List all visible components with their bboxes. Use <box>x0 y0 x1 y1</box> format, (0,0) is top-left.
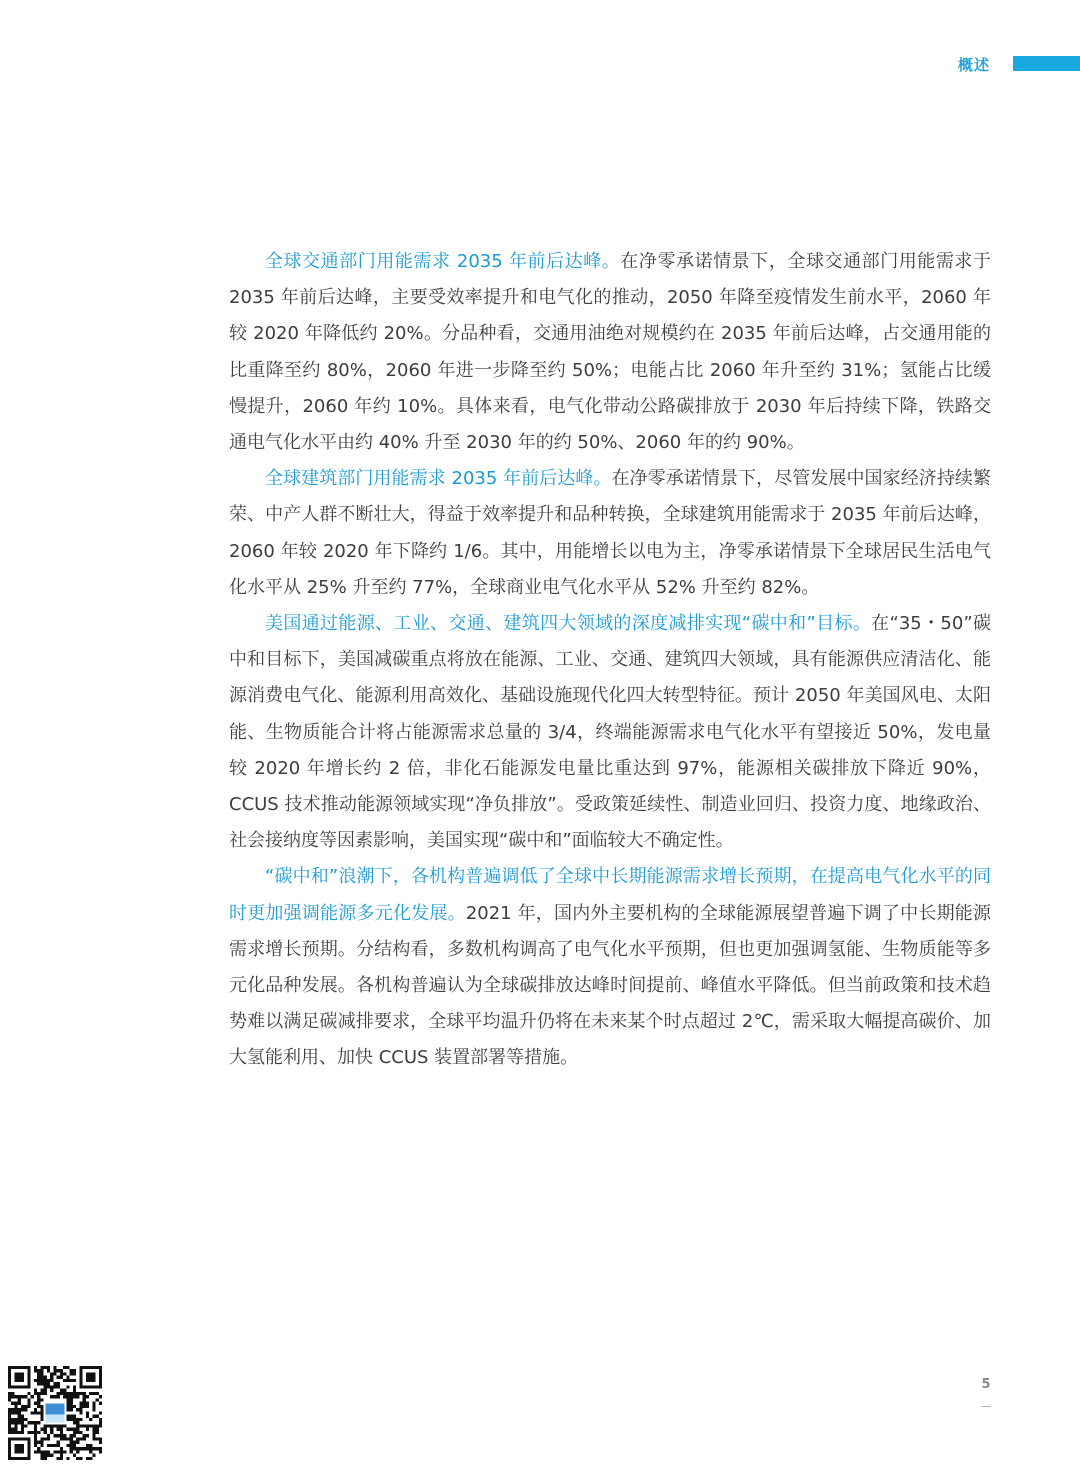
paragraph-transport <box>229 244 991 461</box>
paragraph-usa <box>229 606 991 859</box>
section-accent-bar <box>1013 56 1080 71</box>
paragraph-heading: 美国通过能源、工业、交通、建筑四大领域的深度减排实现“碳中和”目标。 <box>265 613 872 635</box>
page-number-tick <box>981 1406 991 1407</box>
paragraph-institutions <box>229 859 991 1076</box>
section-label: 概述 <box>957 56 990 74</box>
paragraph-body: 2021 年，国内外主要机构的全球能源展望普遍下调了中长期能源需求增长预期。分结构看，多数机构调高了电气化水平预期，但也更加强调氢能、生物质能等多元化品种发展。各机构普遍认为全球碳排放达峰时间提前、峰值水平降低。但当前政策和技术趋势难以满足碳减排要求，全球平均温升仍将在未来某个时点超过 2℃，需采取大幅提高碳价、加大氢能利用、加快 CCUS 装置部署等措施。 <box>229 902 992 1069</box>
page-number: 5 <box>981 1377 991 1392</box>
paragraph-heading: “碳中和”浪潮下，各机构普遍调低了全球中长期能源需求增长预期，在提高电气化水平的同时更加强调能源多元化发展。 <box>229 866 991 924</box>
paragraph-heading: 全球建筑部门用能需求 2035 年前后达峰。 <box>265 468 612 490</box>
main-content <box>229 244 991 1077</box>
paragraph-heading: 全球交通部门用能需求 2035 年前后达峰。 <box>265 251 621 272</box>
paragraph-body: 在净零承诺情景下，全球交通部门用能需求于 2035 年前后达峰，主要受效率提升和电气化的推动，2050 年降至疫情发生前水平，2060 年较 2020 年降低约 20%。分品种看，交通用油绝对规模约在 2035 年前后达峰，占交通用能的比重降至约 80%，2060 年进一步降至约 50%；电能占比 2060 年升至约 31%；氢能占比缓慢提升，2060 年约 10%。具体来看，电气化带动公路碳排放于 2030 年后持续下降，铁路交通电气化水平由约 40% 升至 2030 年的约 50%、2060 年的约 90%。 <box>229 251 991 454</box>
paragraph-body: 在净零承诺情景下，尽管发展中国家经济持续繁荣、中产人群不断壮大，得益于效率提升和品种转换，全球建筑用能需求于 2035 年前后达峰，2060 年较 2020 年下降约 1/6。其中，用能增长以电为主，净零承诺情景下全球居民生活电气化水平从 25% 升至约 77%，全球商业电气化水平从 52% 升至约 82%。 <box>229 468 991 598</box>
paragraph-buildings <box>229 461 991 606</box>
paragraph-body: 在“35・50”碳中和目标下，美国减碳重点将放在能源、工业、交通、建筑四大领域，具有能源供应清洁化、能源消费电气化、能源利用高效化、基础设施现代化四大转型特征。预计 2050 年美国风电、太阳能、生物质能合计将占能源需求总量的 3/4，终端能源需求电气化水平有望接近 50%，发电量较 2020 年增长约 2 倍，非化石能源发电量比重达到 97%，能源相关碳排放下降近 90%，CCUS 技术推动能源领域实现“净负排放”。受政策延续性、制造业回归、投资力度、地缘政治、社会接纳度等因素影响，美国实现“碳中和”面临较大不确定性。 <box>229 613 991 852</box>
qr-code-icon <box>8 1366 102 1460</box>
